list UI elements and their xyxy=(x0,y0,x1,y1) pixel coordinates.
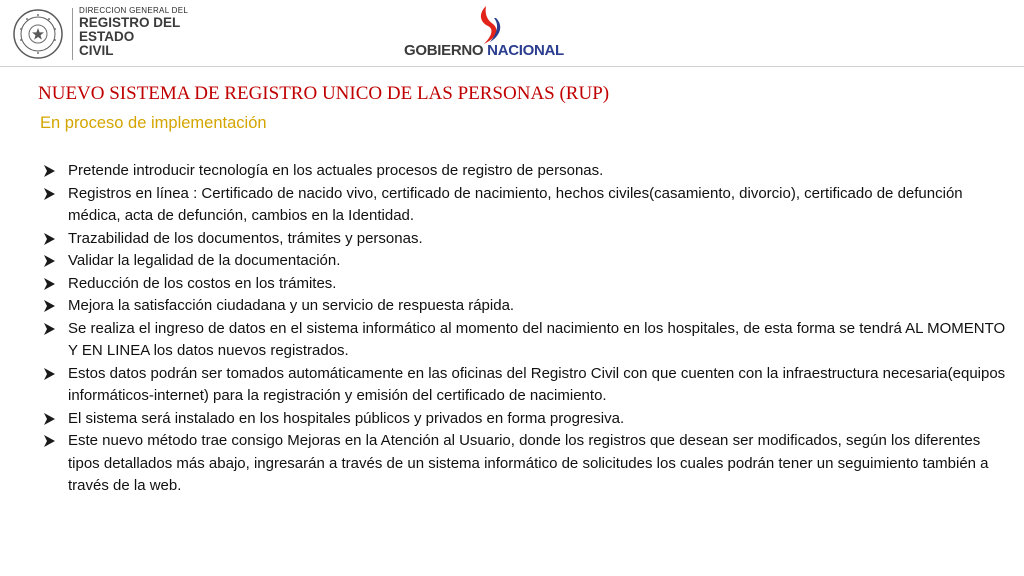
registro-line-1: REGISTRO DEL xyxy=(79,15,181,30)
bullet-item xyxy=(40,295,1015,318)
arrow-bullet-icon xyxy=(42,228,58,250)
bullet-text: Registros en línea : Certificado de nacido vivo, certificado de nacimiento, hechos civiles(casamiento, divorcio), certificado de defunción médica, acta de defunción, cambios en la Identidad. xyxy=(68,184,963,224)
bullet-item xyxy=(40,183,1015,228)
slide-title: NUEVO SISTEMA DE REGISTRO UNICO DE LAS PERSONAS (RUP) xyxy=(38,83,610,104)
gobierno-nacional-logo xyxy=(404,42,564,59)
registro-small-label: DIRECCION GENERAL DEL xyxy=(79,6,189,15)
bullet-item xyxy=(40,273,1015,296)
bullet-list xyxy=(40,160,1015,498)
gobierno-word: GOBIERNO xyxy=(404,42,484,59)
header-divider xyxy=(72,8,73,60)
arrow-bullet-icon xyxy=(42,408,58,430)
bullet-text: Mejora la satisfacción ciudadana y un servicio de respuesta rápida. xyxy=(68,297,515,314)
header-rule xyxy=(0,66,1024,67)
bullet-text: El sistema será instalado en los hospitales públicos y privados en forma progresiva. xyxy=(68,409,625,427)
bullet-item xyxy=(40,318,1015,363)
arrow-bullet-icon xyxy=(42,273,58,295)
nacional-word: NACIONAL xyxy=(487,42,564,59)
bullet-text: Validar la legalidad de la documentación. xyxy=(68,252,341,269)
header-bar xyxy=(0,0,1024,66)
slide-subtitle: En proceso de implementación xyxy=(40,114,267,132)
bullet-item xyxy=(40,228,1015,251)
paraguay-seal-icon xyxy=(13,9,63,59)
arrow-bullet-icon xyxy=(42,183,58,205)
registro-line-3: CIVIL xyxy=(79,43,114,58)
arrow-bullet-icon xyxy=(42,363,58,385)
bullet-text: Trazabilidad de los documentos, trámites y personas. xyxy=(68,229,423,247)
arrow-bullet-icon xyxy=(42,160,58,182)
arrow-bullet-icon xyxy=(42,295,58,317)
arrow-bullet-icon xyxy=(42,430,58,452)
bullet-text: Reducción de los costos en los trámites. xyxy=(68,274,337,292)
bullet-item xyxy=(40,430,1015,498)
bullet-text: Se realiza el ingreso de datos en el sistema informático al momento del nacimiento en los hospitales, de esta forma se tendrá AL MOMENTO Y EN LINEA los datos nuevos registrados. xyxy=(68,319,1006,359)
arrow-bullet-icon xyxy=(42,250,58,272)
gobierno-flame-icon xyxy=(466,4,512,46)
bullet-item xyxy=(40,363,1015,408)
bullet-item xyxy=(40,408,1015,431)
bullet-item xyxy=(40,160,1015,183)
bullet-text: Este nuevo método trae consigo Mejoras en la Atención al Usuario, donde los registros que desean ser modificados, según los diferentes tipos detallados más abajo, ingresarán a través de un sistema informático de solicitudes los cuales podrán tener un seguimiento también a través de la web. xyxy=(68,432,989,494)
arrow-bullet-icon xyxy=(42,318,58,340)
registro-line-2: ESTADO xyxy=(79,29,135,44)
bullet-item xyxy=(40,250,1015,273)
bullet-text: Pretende introducir tecnología en los actuales procesos de registro de personas. xyxy=(68,162,604,179)
bullet-text: Estos datos podrán ser tomados automáticamente en las oficinas del Registro Civil con que cuenten con la infraestructura necesaria(equipos informáticos-internet) para la registración y emisión del certificado de nacimiento. xyxy=(68,364,1006,404)
